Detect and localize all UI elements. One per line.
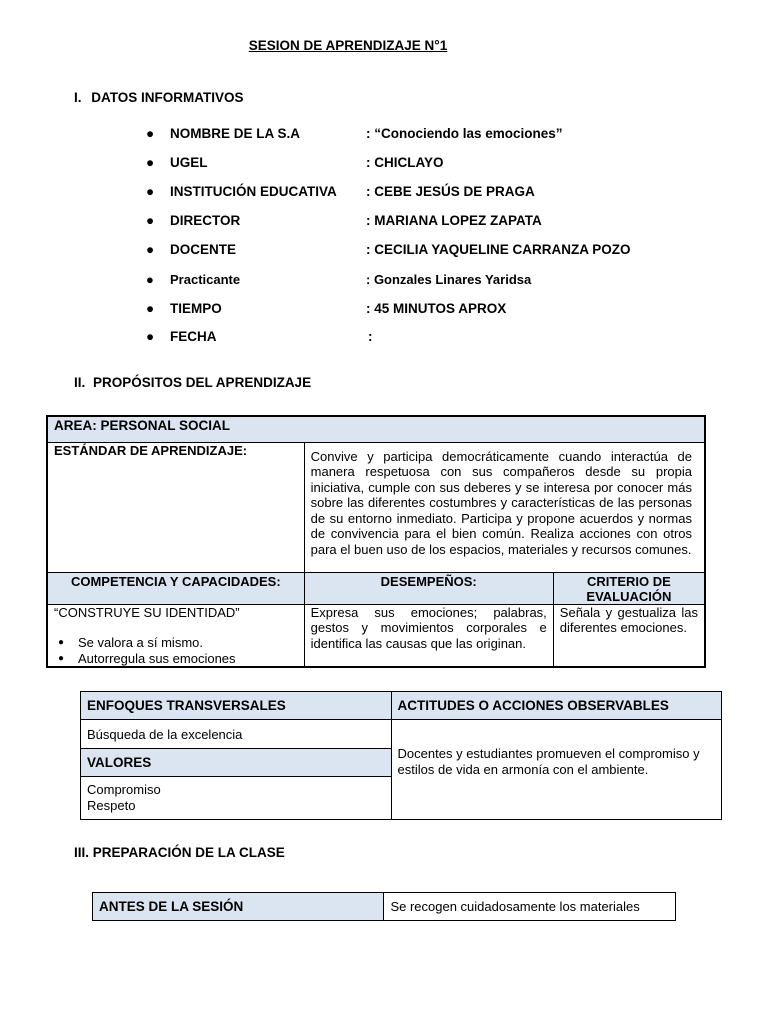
valor-item: Compromiso — [87, 782, 161, 797]
valores-cell — [81, 777, 392, 820]
bullet-icon: ● — [146, 126, 155, 141]
propositos-table — [46, 415, 706, 668]
info-label: Practicante — [170, 272, 241, 287]
header-desempenos: DESEMPEÑOS: — [304, 572, 553, 604]
info-value: : “Conociendo las emociones” — [366, 126, 563, 141]
bullet-icon: ● — [146, 213, 155, 228]
section-2-heading — [74, 375, 311, 390]
info-label: INSTITUCIÓN EDUCATIVA — [170, 184, 337, 199]
valor-item: Respeto — [87, 797, 136, 813]
enfoque-cell: Búsqueda de la excelencia — [81, 720, 392, 749]
bullet-icon: ● — [146, 272, 154, 287]
page-title: SESION DE APRENDIZAJE N°1 — [248, 38, 448, 53]
header-enfoques: ENFOQUES TRANSVERSALES — [81, 692, 392, 720]
area-cell: AREA: PERSONAL SOCIAL — [47, 416, 705, 442]
bullet-icon: ● — [146, 242, 155, 257]
criterio-cell: Señala y gestualiza las diferentes emociones. — [553, 604, 705, 667]
valores-header: VALORES — [81, 749, 392, 777]
info-value: : 45 MINUTOS APROX — [366, 301, 507, 316]
section-1-heading — [74, 90, 244, 105]
header-criterio: CRITERIO DE EVALUACIÓN — [553, 572, 705, 604]
info-value: : CHICLAYO — [366, 155, 444, 170]
section-number: I. — [74, 90, 82, 105]
info-label: UGEL — [170, 155, 208, 170]
header-acciones: ACTITUDES O ACCIONES OBSERVABLES — [391, 692, 721, 720]
section-title: PREPARACIÓN DE LA CLASE — [92, 845, 285, 860]
info-label: DOCENTE — [170, 242, 237, 257]
capacidades-list — [54, 635, 298, 666]
section-number: II. — [74, 375, 86, 390]
list-item: ● Se valora a sí mismo. — [54, 635, 298, 651]
section-3-heading — [74, 845, 285, 860]
bullet-icon: ● — [146, 301, 155, 316]
antes-text: Se recogen cuidadosamente los materiales — [384, 893, 676, 921]
info-label: NOMBRE DE LA S.A — [170, 126, 301, 141]
competencia-title: “CONSTRUYE SU IDENTIDAD” — [54, 604, 240, 620]
section-title: PROPÓSITOS DEL APRENDIZAJE — [93, 375, 312, 390]
info-label: TIEMPO — [170, 301, 222, 316]
list-item: ● Autorregula sus emociones — [54, 651, 298, 667]
acciones-cell: Docentes y estudiantes promueven el compromiso y estilos de vida en armonía con el ambiente. — [391, 720, 721, 820]
antes-label: ANTES DE LA SESIÓN — [93, 893, 384, 921]
estandar-text: Convive y participa democráticamente cuando interactúa de manera respetuosa con sus compañeros desde su propia iniciativa, cumple con sus deberes y se interesa por conocer más sobre las diferentes costumbres y características de las personas de su entorno inmediato. Participa y propone acuerdos y normas de convivencia para el bien común. Realiza acciones con otros para el buen uso de los espacios, materiales y recursos comunes. — [304, 442, 705, 572]
enfoques-table — [80, 691, 722, 820]
info-value: : MARIANA LOPEZ ZAPATA — [366, 213, 542, 228]
info-label: FECHA — [170, 329, 217, 344]
bullet-icon: ● — [146, 329, 155, 344]
preparacion-table — [92, 892, 676, 921]
section-number: III. — [74, 845, 90, 860]
bullet-icon: ● — [146, 184, 155, 199]
header-competencia: COMPETENCIA Y CAPACIDADES: — [47, 572, 304, 604]
estandar-label: ESTÁNDAR DE APRENDIZAJE: — [47, 442, 304, 572]
info-value: : Gonzales Linares Yaridsa — [366, 272, 532, 287]
desempeno-cell: Expresa sus emociones; palabras, gestos y movimientos corporales e identifica las causas que las originan. — [304, 604, 553, 667]
info-value: : CECILIA YAQUELINE CARRANZA POZO — [366, 242, 631, 257]
info-value: : CEBE JESÚS DE PRAGA — [366, 184, 535, 199]
info-label: DIRECTOR — [170, 213, 241, 228]
bullet-icon: ● — [146, 155, 155, 170]
section-title: DATOS INFORMATIVOS — [91, 90, 244, 105]
info-value: : — [368, 329, 373, 344]
competencia-cell — [47, 604, 304, 667]
